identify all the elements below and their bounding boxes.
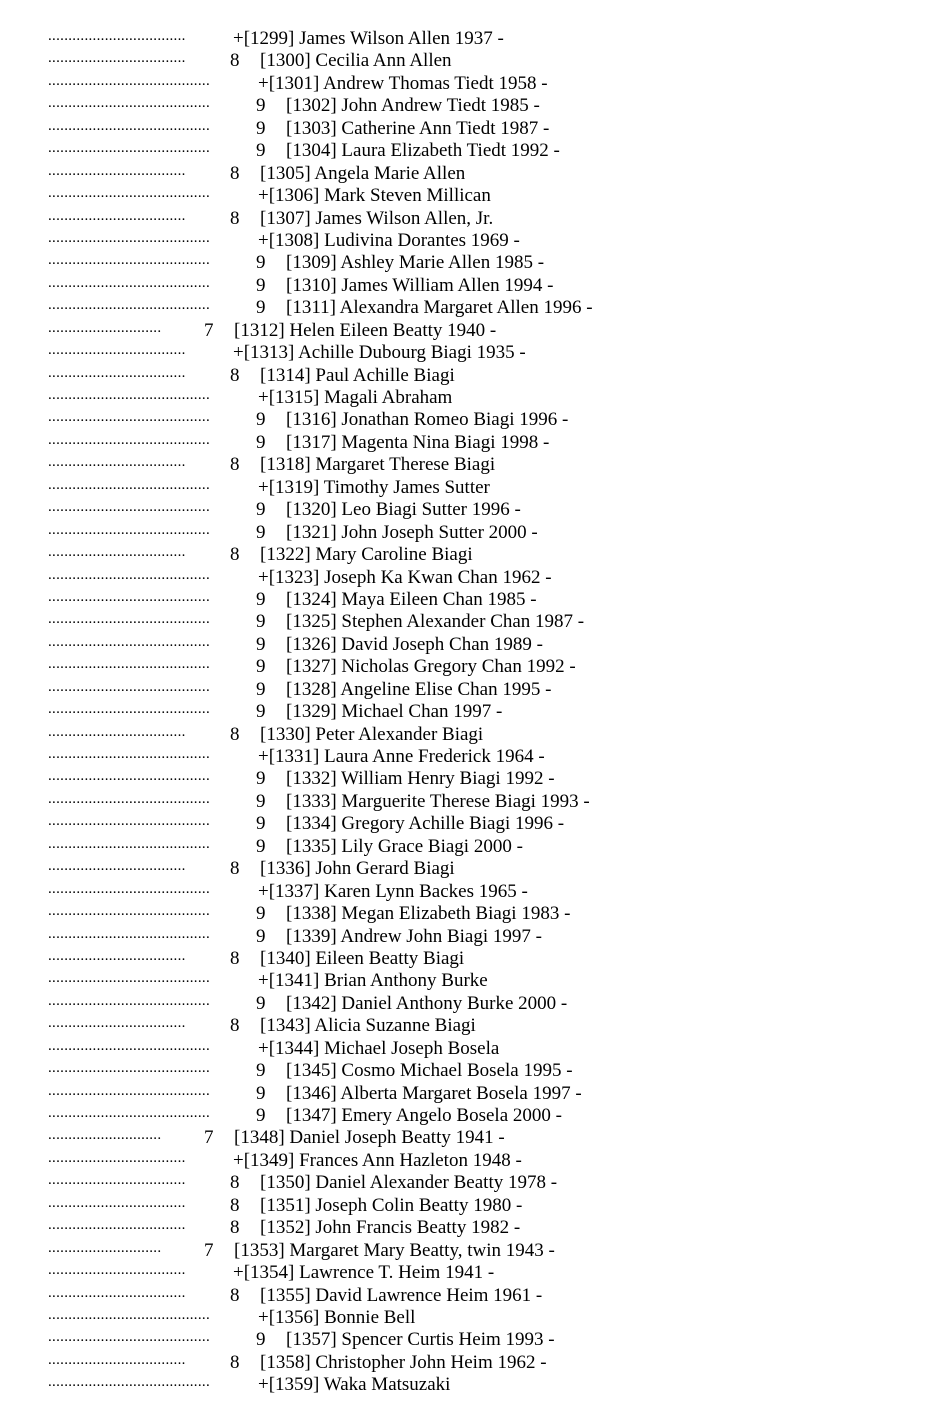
dot-leader: .................................. [48,947,186,964]
person-entry-text: [1310] James William Allen 1994 - [286,274,554,296]
person-entry-text: [1303] Catherine Ann Tiedt 1987 - [286,117,550,139]
dot-leader: ........................................ [48,476,210,493]
dot-leader: .................................. [48,858,186,875]
dot-leader: ........................................ [48,903,210,920]
generation-number: 9 [256,656,266,678]
dot-leader: .................................. [48,723,186,740]
person-entry-text: [1321] John Joseph Sutter 2000 - [286,521,538,543]
person-entry-text: [1339] Andrew John Biagi 1997 - [286,925,542,947]
generation-number: 9 [256,790,266,812]
person-entry-text: [1355] David Lawrence Heim 1961 - [260,1284,543,1306]
generation-number: 8 [230,162,240,184]
dot-leader: ........................................ [48,701,210,718]
dot-leader: .................................. [48,1284,186,1301]
person-entry-text: [1332] William Henry Biagi 1992 - [286,768,555,790]
generation-number: 9 [256,611,266,633]
dot-leader: ........................................ [48,1082,210,1099]
person-entry-text: [1329] Michael Chan 1997 - [286,701,503,723]
dot-leader: ........................................ [48,1105,210,1121]
person-entry-text: +[1337] Karen Lynn Backes 1965 - [258,880,528,902]
dot-leader: .................................. [48,342,186,359]
person-entry-text: [1351] Joseph Colin Beatty 1980 - [260,1194,523,1216]
person-entry-text: [1352] John Francis Beatty 1982 - [260,1217,521,1239]
dot-leader: ........................................ [48,297,210,314]
person-entry-text: [1320] Leo Biagi Sutter 1996 - [286,499,521,521]
generation-number: 8 [230,947,240,969]
person-entry-text: [1340] Eileen Beatty Biagi [260,947,465,969]
person-entry-text: [1318] Margaret Therese Biagi [260,454,496,476]
generation-number: 8 [230,723,240,745]
person-entry-text: [1334] Gregory Achille Biagi 1996 - [286,813,565,835]
person-entry-text: [1316] Jonathan Romeo Biagi 1996 - [286,409,569,431]
generation-number: 8 [230,364,240,386]
person-entry-text: +[1299] James Wilson Allen 1937 - [233,28,504,49]
dot-leader: ........................................ [48,633,210,650]
person-entry-text: [1343] Alicia Suzanne Biagi [260,1015,476,1037]
person-entry-text: [1322] Mary Caroline Biagi [260,544,473,566]
dot-leader: .................................. [48,28,186,44]
person-entry-text: [1305] Angela Marie Allen [260,162,466,184]
person-entry-text: [1314] Paul Achille Biagi [260,364,455,386]
person-entry-text: [1358] Christopher John Heim 1962 - [260,1351,547,1373]
dot-leader: ............................ [48,1127,162,1144]
person-entry-text: [1357] Spencer Curtis Heim 1993 - [286,1329,555,1351]
person-entry-text: [1311] Alexandra Margaret Allen 1996 - [286,297,593,319]
dot-leader: ........................................ [48,746,210,762]
generation-number: 9 [256,95,266,117]
generation-number: 8 [230,1015,240,1037]
generation-number: 7 [204,319,214,341]
dot-leader: .................................. [48,1149,186,1166]
generation-number: 9 [256,633,266,655]
dot-leader: ........................................ [48,185,210,202]
person-entry-text: [1348] Daniel Joseph Beatty 1941 - [234,1127,505,1149]
dot-leader: ........................................ [48,499,210,516]
dot-leader: ........................................ [48,790,210,807]
generation-number: 8 [230,50,240,72]
generation-number: 9 [256,252,266,274]
person-entry-text: +[1313] Achille Dubourg Biagi 1935 - [233,342,526,364]
dot-leader: ........................................ [48,409,210,426]
dot-leader: .................................. [48,1172,186,1189]
person-entry-text: [1317] Magenta Nina Biagi 1998 - [286,431,550,453]
dot-leader: ........................................ [48,1374,210,1391]
generation-number: 9 [256,521,266,543]
dot-leader: .................................. [48,1262,186,1279]
dot-leader: ........................................ [48,252,210,269]
generation-number: 9 [256,835,266,857]
person-entry-text: +[1308] Ludivina Dorantes 1969 - [258,229,520,251]
person-entry-text: [1304] Laura Elizabeth Tiedt 1992 - [286,140,560,162]
generation-number: 8 [230,1194,240,1216]
dot-leader: ........................................ [48,566,210,583]
generation-number: 9 [256,1060,266,1082]
dot-leader: ........................................ [48,1037,210,1054]
person-entry-text: +[1354] Lawrence T. Heim 1941 - [233,1262,495,1284]
dot-leader: ........................................ [48,229,210,246]
person-entry-text: +[1319] Timothy James Sutter [258,476,490,498]
person-entry-text: +[1356] Bonnie Bell [258,1306,416,1328]
person-entry-text: +[1341] Brian Anthony Burke [258,970,488,992]
generation-number: 9 [256,297,266,319]
dot-leader: .................................. [48,162,186,179]
dot-leader: ........................................ [48,925,210,942]
person-entry-text: [1353] Margaret Mary Beatty, twin 1943 - [234,1239,555,1261]
generation-number: 9 [256,701,266,723]
person-entry-text: [1335] Lily Grace Biagi 2000 - [286,835,523,857]
dot-leader: ........................................ [48,835,210,852]
dot-leader: .................................. [48,364,186,381]
person-entry-text: [1350] Daniel Alexander Beatty 1978 - [260,1172,558,1194]
generation-number: 7 [204,1239,214,1261]
dot-leader: ........................................ [48,992,210,1009]
person-entry-text: [1326] David Joseph Chan 1989 - [286,633,543,655]
dot-leader: .................................. [48,50,186,67]
generation-number: 9 [256,678,266,700]
dot-leader: ........................................ [48,768,210,785]
person-entry-text: [1328] Angeline Elise Chan 1995 - [286,678,552,700]
generation-number: 9 [256,813,266,835]
generation-number: 9 [256,409,266,431]
dot-leader: .................................. [48,544,186,561]
generation-number: 8 [230,1351,240,1373]
generation-number: 9 [256,117,266,139]
generation-number: 9 [256,1329,266,1351]
dot-leader: .................................. [48,1015,186,1032]
generation-number: 8 [230,454,240,476]
generation-number: 8 [230,858,240,880]
person-entry-text: +[1331] Laura Anne Frederick 1964 - [258,746,545,767]
dot-leader: .................................. [48,454,186,471]
dot-leader: ........................................ [48,813,210,830]
person-entry-text: +[1323] Joseph Ka Kwan Chan 1962 - [258,566,552,588]
generation-number: 8 [230,207,240,229]
person-entry-text: [1300] Cecilia Ann Allen [260,50,452,72]
person-entry-text: [1302] John Andrew Tiedt 1985 - [286,95,540,117]
dot-leader: ........................................ [48,387,210,403]
dot-leader: ........................................ [48,1306,210,1323]
generation-number: 7 [204,1127,214,1149]
dot-leader: ........................................ [48,72,210,89]
dot-leader: ........................................ [48,880,210,897]
person-entry-text: [1324] Maya Eileen Chan 1985 - [286,588,537,610]
generation-number: 9 [256,499,266,521]
generation-number: 9 [256,274,266,296]
dot-leader: ........................................ [48,140,210,157]
dot-leader: ........................................ [48,95,210,112]
dot-leader: ........................................ [48,1329,210,1346]
person-entry-text: [1336] John Gerard Biagi [260,858,455,880]
generation-number: 9 [256,768,266,790]
person-entry-text: [1333] Marguerite Therese Biagi 1993 - [286,790,590,812]
person-entry-text: [1338] Megan Elizabeth Biagi 1983 - [286,903,571,925]
dot-leader: ........................................ [48,970,210,987]
dot-leader: ........................................ [48,1060,210,1077]
person-entry-text: [1330] Peter Alexander Biagi [260,723,484,745]
dot-leader: ........................................ [48,117,210,134]
dot-leader: ........................................ [48,678,210,695]
person-entry-text: [1307] James Wilson Allen, Jr. [260,207,494,229]
dot-leader: ............................ [48,319,162,336]
dot-leader: ........................................ [48,611,210,628]
generation-number: 8 [230,544,240,566]
person-entry-text: +[1349] Frances Ann Hazleton 1948 - [233,1149,522,1171]
dot-leader: .................................. [48,1194,186,1211]
dot-leader: .................................. [48,1217,186,1234]
person-entry-text: [1309] Ashley Marie Allen 1985 - [286,252,545,274]
person-entry-text: +[1359] Waka Matsuzaki [258,1374,451,1396]
spouse-entry-row [0,1374,932,1396]
person-entry-text: [1312] Helen Eileen Beatty 1940 - [234,319,497,341]
person-entry-text: +[1344] Michael Joseph Bosela [258,1037,500,1059]
person-entry-text: [1325] Stephen Alexander Chan 1987 - [286,611,585,633]
dot-leader: .................................. [48,1351,186,1368]
generation-number: 9 [256,903,266,925]
dot-leader: ............................ [48,1239,162,1256]
dot-leader: ........................................ [48,521,210,538]
generation-number: 9 [256,1105,266,1126]
generation-number: 9 [256,140,266,162]
person-entry-text: [1345] Cosmo Michael Bosela 1995 - [286,1060,573,1082]
person-entry-text: [1347] Emery Angelo Bosela 2000 - [286,1105,562,1126]
person-entry-text: [1342] Daniel Anthony Burke 2000 - [286,992,568,1014]
person-entry-text: +[1306] Mark Steven Millican [258,185,491,207]
person-entry-text: +[1301] Andrew Thomas Tiedt 1958 - [258,72,548,94]
generation-number: 9 [256,925,266,947]
genealogy-page [0,28,932,1397]
dot-leader: ........................................ [48,656,210,673]
generation-number: 9 [256,431,266,453]
dot-leader: ........................................ [48,588,210,605]
generation-number: 8 [230,1217,240,1239]
dot-leader: ........................................ [48,274,210,291]
generation-number: 9 [256,588,266,610]
generation-number: 9 [256,1082,266,1104]
generation-number: 8 [230,1172,240,1194]
person-entry-text: +[1315] Magali Abraham [258,387,453,408]
dot-leader: ........................................ [48,431,210,448]
generation-number: 9 [256,992,266,1014]
person-entry-text: [1346] Alberta Margaret Bosela 1997 - [286,1082,582,1104]
generation-number: 8 [230,1284,240,1306]
dot-leader: .................................. [48,207,186,224]
person-entry-text: [1327] Nicholas Gregory Chan 1992 - [286,656,576,678]
